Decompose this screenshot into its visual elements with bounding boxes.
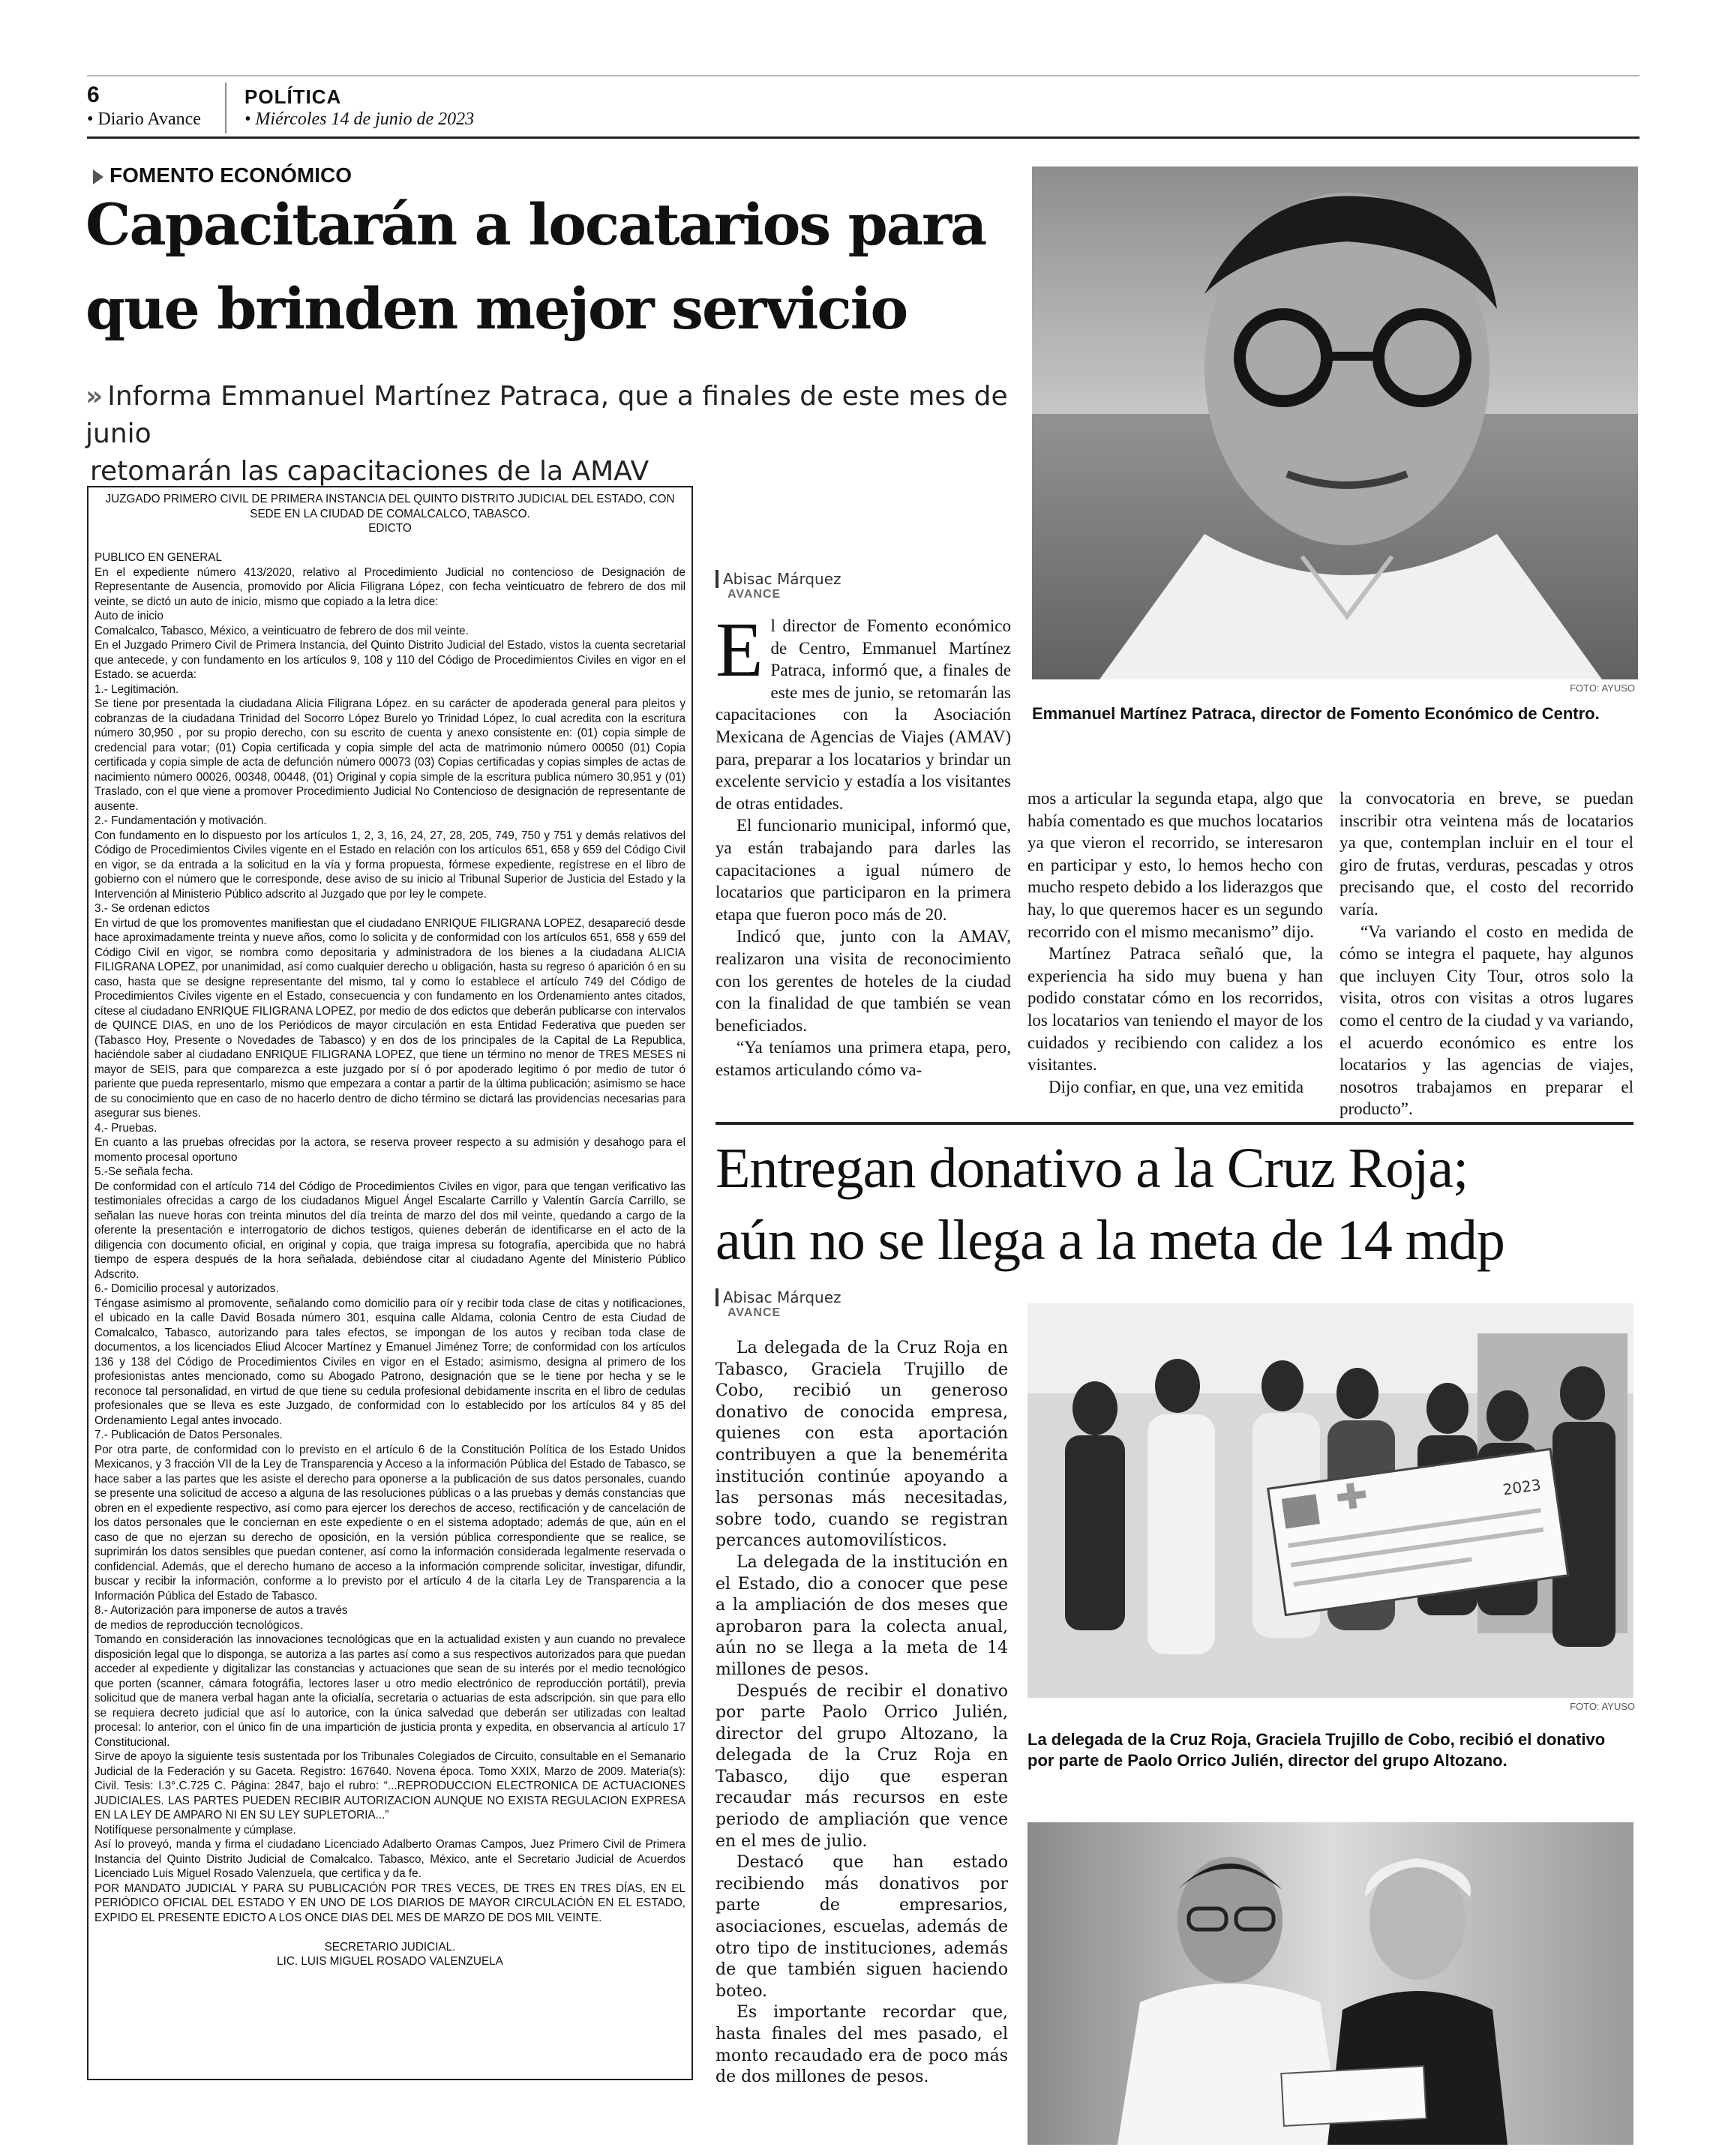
donation-handover-photo xyxy=(1028,1822,1634,2145)
legal-paragraph: Por otra parte, de conformidad con lo previsto en el artículo 6 de la Constitución Política de los Estado Unidos Mexicanos, y 3 fracción VII de la Ley de Transparencia y Acceso a la información Pública del Estado de Tabasco, se hace saber a las partes que les asiste el derecho para oponerse a la publicación de sus datos personales, cuando se presente una solicitud de acceso a alguna de las resoluciones públicas o a las pruebas y demás constancias que obren en el expediente respectivo, así como para ejercer los derechos de acceso, rectificación y de cancelación de los datos personales que le conciernan en este expediente o en el sistema adoptado; además de que, aún en el caso de que no ejerzan su derecho de oposición, en la versión pública correspondiente que se realice, se suprimirán los datos sensibles que puedan contener, así como la información considerada legalmente reservada o confidencial. Además, que el derecho humano de acceso a la información comprende solicitar, investigar, difundir, buscar y recibir la información, conforme a lo previsto por el artículo 4 de la citarla Ley de Transparencia a la Información Pública del Estado de Tabasco. xyxy=(94,1443,686,1603)
legal-signature-title: SECRETARIO JUDICIAL. xyxy=(324,1940,456,1954)
main-story-column-2: mos a articular la segunda etapa, algo que había comentado es que muchos locatarios ya que vieron el recorrido, se interesaron en participar y esto, lo hemos hecho con mucho respeto debido a los liderazgos que hay, lo que queremos hacer es un segundo recorrido con el mismo mecanismo” dijo. Martínez Patraca señaló que, la experiencia ha sido muy buena y han podido constatar cómo en los recorridos, los locatarios van teniendo el mayor de los cuidados y recibiendo con calidez a los visitantes. Dijo confiar, en que, una vez emitida xyxy=(1028,789,1323,1096)
second-photo-caption: La delegada de la Cruz Roja, Graciela Trujillo de Cobo, recibió el donativo por parte de Paolo Orrico Julién, director del grupo Altozano. xyxy=(1028,1730,1606,1770)
legal-paragraph: Tomando en consideración las innovaciones tecnológicas que en la actualidad existen y aun cuando no prevalece disposición legal que lo disponga, se autoriza a las partes así como a sus respectivos autorizados para que puedan acceder al expediente y digitalizar las constancias y actuaciones que sean de su interés por el medio tecnológico que porten (scanner, cámara fotográfia, lectores laser u otro medio electrónico de reproducción portátil), previa solicitud que de manera verbal hagan ante la oficialía, secretaria o actuarias de esta adscripción. sin que para ello se requiera decreto judicial que así lo autorice, con la única salvedad que deberán ser utilizadas con lealtad procesal: lo anterior, con el único fin de una impartición de justicia pronta y expedita, en observancia al artículo 17 Constitucional. xyxy=(94,1633,686,1749)
legal-paragraph: Así lo proveyó, manda y firma el ciudadano Licenciado Adalberto Oramas Campos, Juez Primero Civil de Primera Instancia del Quinto Distrito Judicial de Comalcalco. Tabasco, México, ante el Secretario Judicial de Acuerdos Licenciado Luis Miguel Rosado Valenzuela, que certifica y da fe. xyxy=(94,1838,686,1880)
legal-paragraph: 2.- Fundamentación y motivación. xyxy=(94,814,267,827)
legal-paragraph: Sirve de apoyo la siguiente tesis sustentada por los Tribunales Colegiados de Circuito, consultable en el Semanario Judicial de la Federación y su Gaceta. Registro: 167640. Novena época. Tomo XXIX, Marzo de 2009. Materia(s): Civil. Tesis: I.3°.C.725 C. Página: 2847, bajo el rubro: “...REPRODUCCION ELECTRONICA DE ACTUACIONES JUDICIALES. LAS PARTES PUEDEN RECIBIR AUTORIZACION AUNQUE NO EXISTA REGULACION EXPRESA EN LA LEY DE AMPARO NI EN SU LEY SUPLETORIA...” xyxy=(94,1750,686,1822)
legal-notice-text xyxy=(94,492,686,1969)
legal-signature-name: LIC. LUIS MIGUEL ROSADO VALENZUELA xyxy=(277,1955,503,1968)
triangle-right-icon xyxy=(93,169,104,184)
legal-paragraph: Téngase asimismo al promovente, señalando como domicilio para oír y recibir toda clase de citas y notificaciones, el ubicado en la calle David Bosada número 301, esquina calle Aldama, colonia Centro de esta Ciudad de Comalcalco, Tabasco, autorizando para tales efectos, se impongan de los autos y reciban toda clase de documentos, a los licenciados Eliud Alcocer Martínez y Emanuel Jiménez Torre; de conformidad con los artículos 136 y 138 del Código de Procedimientos Civiles en vigor en el Estado; asimismo, designa al primero de los profesionistas antes mencionado, como su Abogado Patrono, designación que se le tiene por hecha y se le reconoce tal personalidad, en virtud de que tiene su cedula profesional debidamente inscrita en el libro de cedulas profesionales que se lleva es este Juzgado, de conformidad con lo establecido por los artículos 84 y 85 del Ordenamiento Legal antes invocado. xyxy=(94,1297,686,1427)
legal-paragraph: Auto de inicio xyxy=(94,610,164,622)
main-photo-credit: FOTO: AYUSO xyxy=(1570,682,1635,694)
legal-paragraph: 8.- Autorización para imponerse de autos a través xyxy=(94,1604,348,1617)
legal-paragraph: 3.- Se ordenan edictos xyxy=(94,902,210,915)
legal-paragraph: 1.- Legitimación. xyxy=(94,682,179,696)
legal-paragraph: En el Juzgado Primero Civil de Primera Instancia, del Quinto Distrito Judicial del Estado, vistos la cuenta secretarial que antecede, y con fundamento en los artículos 9, 108 y 110 del Código de Procedimientos Civiles en vigor en el Estado. se acuerda: xyxy=(94,639,686,681)
top-thin-rule xyxy=(87,75,1640,76)
group-photo-credit: FOTO: AYUSO xyxy=(1570,1701,1635,1712)
portrait-photo-illustration xyxy=(1032,166,1638,679)
legal-paragraph: De conformidad con el artículo 714 del Código de Procedimientos Civiles en vigor, para que tengan verificativo las testimoniales ofrecidas a cargo de los ciudadanos Miguel Ángel Escalarte Carrillo y Valentín García Carrillo, se señalan las nueve horas con treinta minutos del día treinta de marzo del dos mil veinte, quedando a cargo de la oferente la presentación e interrogatorio de dichos testigos, quienes deberán de identificarse en el acto de la diligencia con documento oficial, en original y copia, que traiga impresa su fotografía, apercibida que no habrá tiempo de espera después de la hora señalada, debiéndose citar al ciudadano Agente del Ministerio Público Adscrito. xyxy=(94,1180,686,1281)
main-photo-caption: Emmanuel Martínez Patraca, director de Fomento Económico de Centro. xyxy=(1032,704,1600,723)
legal-paragraph: Notifíquese personalmente y cúmplase. xyxy=(94,1823,296,1837)
second-byline: Abisac Márquez AVANCE xyxy=(716,1288,842,1320)
group-photo-illustration xyxy=(1028,1303,1634,1698)
handover-photo-illustration xyxy=(1028,1822,1634,2145)
main-deck: » Informa Emmanuel Martínez Patraca, que a finales de este mes de junio retomarán las capacitaciones de la AMAV xyxy=(86,381,1008,487)
donation-group-photo xyxy=(1028,1303,1634,1698)
second-story-rule xyxy=(716,1122,1634,1125)
page-number: 6 xyxy=(87,82,100,107)
double-chevron-icon: » xyxy=(86,381,104,412)
second-headline: Entregan donativo a la Cruz Roja; aún no se llega a la meta de 14 mdp xyxy=(716,1137,1504,1272)
main-byline: Abisac Márquez AVANCE xyxy=(716,570,842,601)
check-year: 2023 xyxy=(1502,1475,1543,1499)
legal-paragraph: Se tiene por presentada la ciudadana Alicia Filigrana López. en su carácter de apoderada general para pleitos y cobranzas de la ciudadana Trinidad del Socorro López Burelo yo Trinidad López, lo cual acredita con la escritura número 30,950 , por su propio derecho, con su escrito de cuenta y anexo consistente en: (01) copia simple de credencial para votar; (01) Copia certificada y copia simple del acta de matrimonio número 00050 (01) Copia certificada y copia simple de acta de defunción número 00073 (03) Copias certificadas y copias simples de actas de nacimiento número 00026, 00348, 00448, (01) Original y copia simple de la escritura publica número 30,951 y (01) Traslado, con el que viene a promover Procedimiento Judicial No Contencioso de designación de representante de ausente. xyxy=(94,697,686,813)
dropcap-letter: E xyxy=(716,607,764,693)
legal-notice-box xyxy=(87,486,693,2080)
legal-paragraph: Comalcalco, Tabasco, México, a veinticuatro de febrero de dos mil veinte. xyxy=(94,624,469,637)
section-name: POLÍTICA xyxy=(244,85,342,108)
main-photo xyxy=(1032,166,1638,679)
legal-paragraph: de medios de reproducción tecnológicos. xyxy=(94,1618,304,1632)
legal-paragraph: PUBLICO EN GENERAL xyxy=(94,551,223,564)
legal-paragraph: 4.- Pruebas. xyxy=(94,1121,158,1135)
legal-heading: JUZGADO PRIMERO CIVIL DE PRIMERA INSTANCIA DEL QUINTO DISTRITO JUDICIAL DEL ESTADO, CON SEDE EN LA CIUDAD DE COMALCALCO, TABASCO. xyxy=(105,493,675,520)
publication-name: • Diario Avance xyxy=(87,109,201,129)
legal-paragraph: 5.-Se señala fecha. xyxy=(94,1165,194,1178)
main-headline: Capacitarán a locatarios para que brinden mejor servicio xyxy=(86,191,986,342)
legal-paragraph: En virtud de que los promoventes manifiestan que el ciudadano ENRIQUE FILIGRANA LOPEZ, desapareció desde hace aproximadamente treinta y nueve años, como lo solicita y de conformidad con los artículos 651, 658 y 659 del Código Civil en vigor, se nombra como depositaria y administradora de los bienes a la ciudadana ALICIA FILIGRANA LOPEZ, por unanimidad, así como cualquier derecho u obligación, hasta su regreso ó aparición ó en su caso, hasta que se designe representante del mismo, tal y como lo establece el artículo 749 del Código de Procedimientos Civiles vigente en el Estado, consecuencia y con fundamento en los Ordenamiento antes citados, cítese al ciudadano ENRIQUE FILIGRANA LOPEZ, por medio de dos edictos que deberán publicarse con intervalos de QUINCE DIAS, en uno de los Periódicos de mayor circulación en esta Entidad Federativa que pueden ser (Tabasco Hoy, Presente o Novedades de Tabasco) y en dos de los principales de la Capital de La Republica, haciéndole saber al ciudadano ENRIQUE FILIGRANA LOPEZ, que tiene un término no menor de TRES MESES ni mayor de SEIS, para que comparezca a este juzgado por sí ó por apoderado legitimo ó por medio de tutor ó pariente que pueda representarlo, mismo que empezara a contar a partir de la última publicación; asimismo se hace de su conocimiento que en caso de no hacerlo dentro de dicho término se dictará las providencias necesarias para asegurar sus bienes. xyxy=(94,916,686,1120)
legal-paragraph: En cuanto a las pruebas ofrecidas por la actora, se reserva proveer respecto a su admisión y desahogo para el momento procesal oportuno xyxy=(94,1136,686,1164)
section-kicker: FOMENTO ECONÓMICO xyxy=(93,163,352,187)
legal-paragraph: En el expediente número 413/2020, relativo al Procedimiento Judicial no contencioso de Designación de Representante de Ausencia, promovido por Alicia Filigrana López, con fecha veinticuatro de febrero de dos mil veinte, se dictó un auto de inicio, mismo que copiado a la letra dice: xyxy=(94,565,686,608)
legal-edicto-title: EDICTO xyxy=(368,522,412,535)
second-story-column: La delegada de la Cruz Roja en Tabasco, Graciela Trujillo de Cobo, recibió un generoso donativo de conocida empresa, quienes con esta aportación contribuyen a que la benemérita institución continúe apoyando a las personas más necesitadas, sobre todo, cuando se registran percances automovilísticos. La delegada de la institución en el Estado, dio a conocer que pese a la ampliación de dos meses que aprobaron para la colecta anual, aún no se llega a la meta de 14 millones de pesos. Después de recibir el donativo por parte Paolo Orrico Julién, director del grupo Altozano, la delegada de la Cruz Roja en Tabasco, dijo que esperan recaudar más recursos en este periodo de ampliación que vence en el mes de julio. Destacó que han estado recibiendo más donativos por parte de empresarios, asociaciones, escuelas, además de otro tipo de instituciones, además de que también siguen haciendo boteo. Es importante recordar que, hasta finales del mes pasado, el monto recaudado era de poco más de dos millones de pesos. xyxy=(716,1339,1008,2087)
main-story-column-1: El director de Fomento económico de Centro, Emmanuel Martínez Patraca, informó que, a finales de este mes de junio, se retomarán las capacitaciones con la Asociación Mexicana de Agencias de Viajes (AMAV) para, preparar a los locatarios y brindar un excelente servicio y estadía a los visitantes de otras entidades. El funcionario municipal, informó que, ya están trabajando para darles las capacitaciones a igual número de locatarios que participaron en la primera etapa que fueron poco más de 20. Indicó que, junto con la AMAV, realizaron una visita de reconocimiento con los gerentes de hoteles de la ciudad con la finalidad de que también se vean beneficiados. “Ya teníamos una primera etapa, pero, estamos articulando cómo va- xyxy=(716,607,1011,1079)
legal-paragraph: 7.- Publicación de Datos Personales. xyxy=(94,1429,283,1441)
legal-paragraph: Con fundamento en lo dispuesto por los artículos 1, 2, 3, 16, 24, 27, 28, 205, 749, 750 y 751 y demás relativos del Código de Procedimientos Civiles vigente en el Estado en relación con los artículos 651, 658 y 659 del Código Civil en vigor, se da entrada a la solicitud en la vía y forma propuesta, fórmese expediente, regístrese en el libro de gobierno con el número que le corresponde, dese aviso de su inicio al Tribunal Superior de Justicia del Estado y la Intervención al Ministerio Público adscrito al Juzgado que por ley le compete. xyxy=(94,829,686,901)
issue-date: • Miércoles 14 de junio de 2023 xyxy=(244,109,475,129)
header-divider xyxy=(225,82,226,133)
legal-paragraph: 6.- Domicilio procesal y autorizados. xyxy=(94,1282,279,1295)
header-rule xyxy=(87,136,1640,139)
legal-paragraph: POR MANDATO JUDICIAL Y PARA SU PUBLICACIÓN POR TRES VECES, DE TRES EN TRES DÍAS, EN EL PERIÓDICO OFICIAL DEL ESTADO Y EN UNO DE LOS DIARIOS DE MAYOR CIRCULACIÓN EN EL ESTADO, EXPIDO EL PRESENTE EDICTO A LOS ONCE DIAS DEL MES DE MARZO DE DOS MIL VEINTE. xyxy=(94,1882,686,1924)
main-story-column-3: la convocatoria en breve, se puedan inscribir otra veintena más de locatarios ya que, contemplan incluir en el tour el giro de frutas, verduras, pescadas y otros precisando que, el costo del recorrido varía. “Va variando el costo en medida de cómo se integra el paquete, hay algunos que incluyen City Tour, otros solo la visita, otros con visitas a otros lugares como el centro de la ciudad y va variando, el acuerdo económico es entre los locatarios y las agencias de viajes, nosotros trabajamos en preparar el producto”. xyxy=(1340,789,1634,1119)
